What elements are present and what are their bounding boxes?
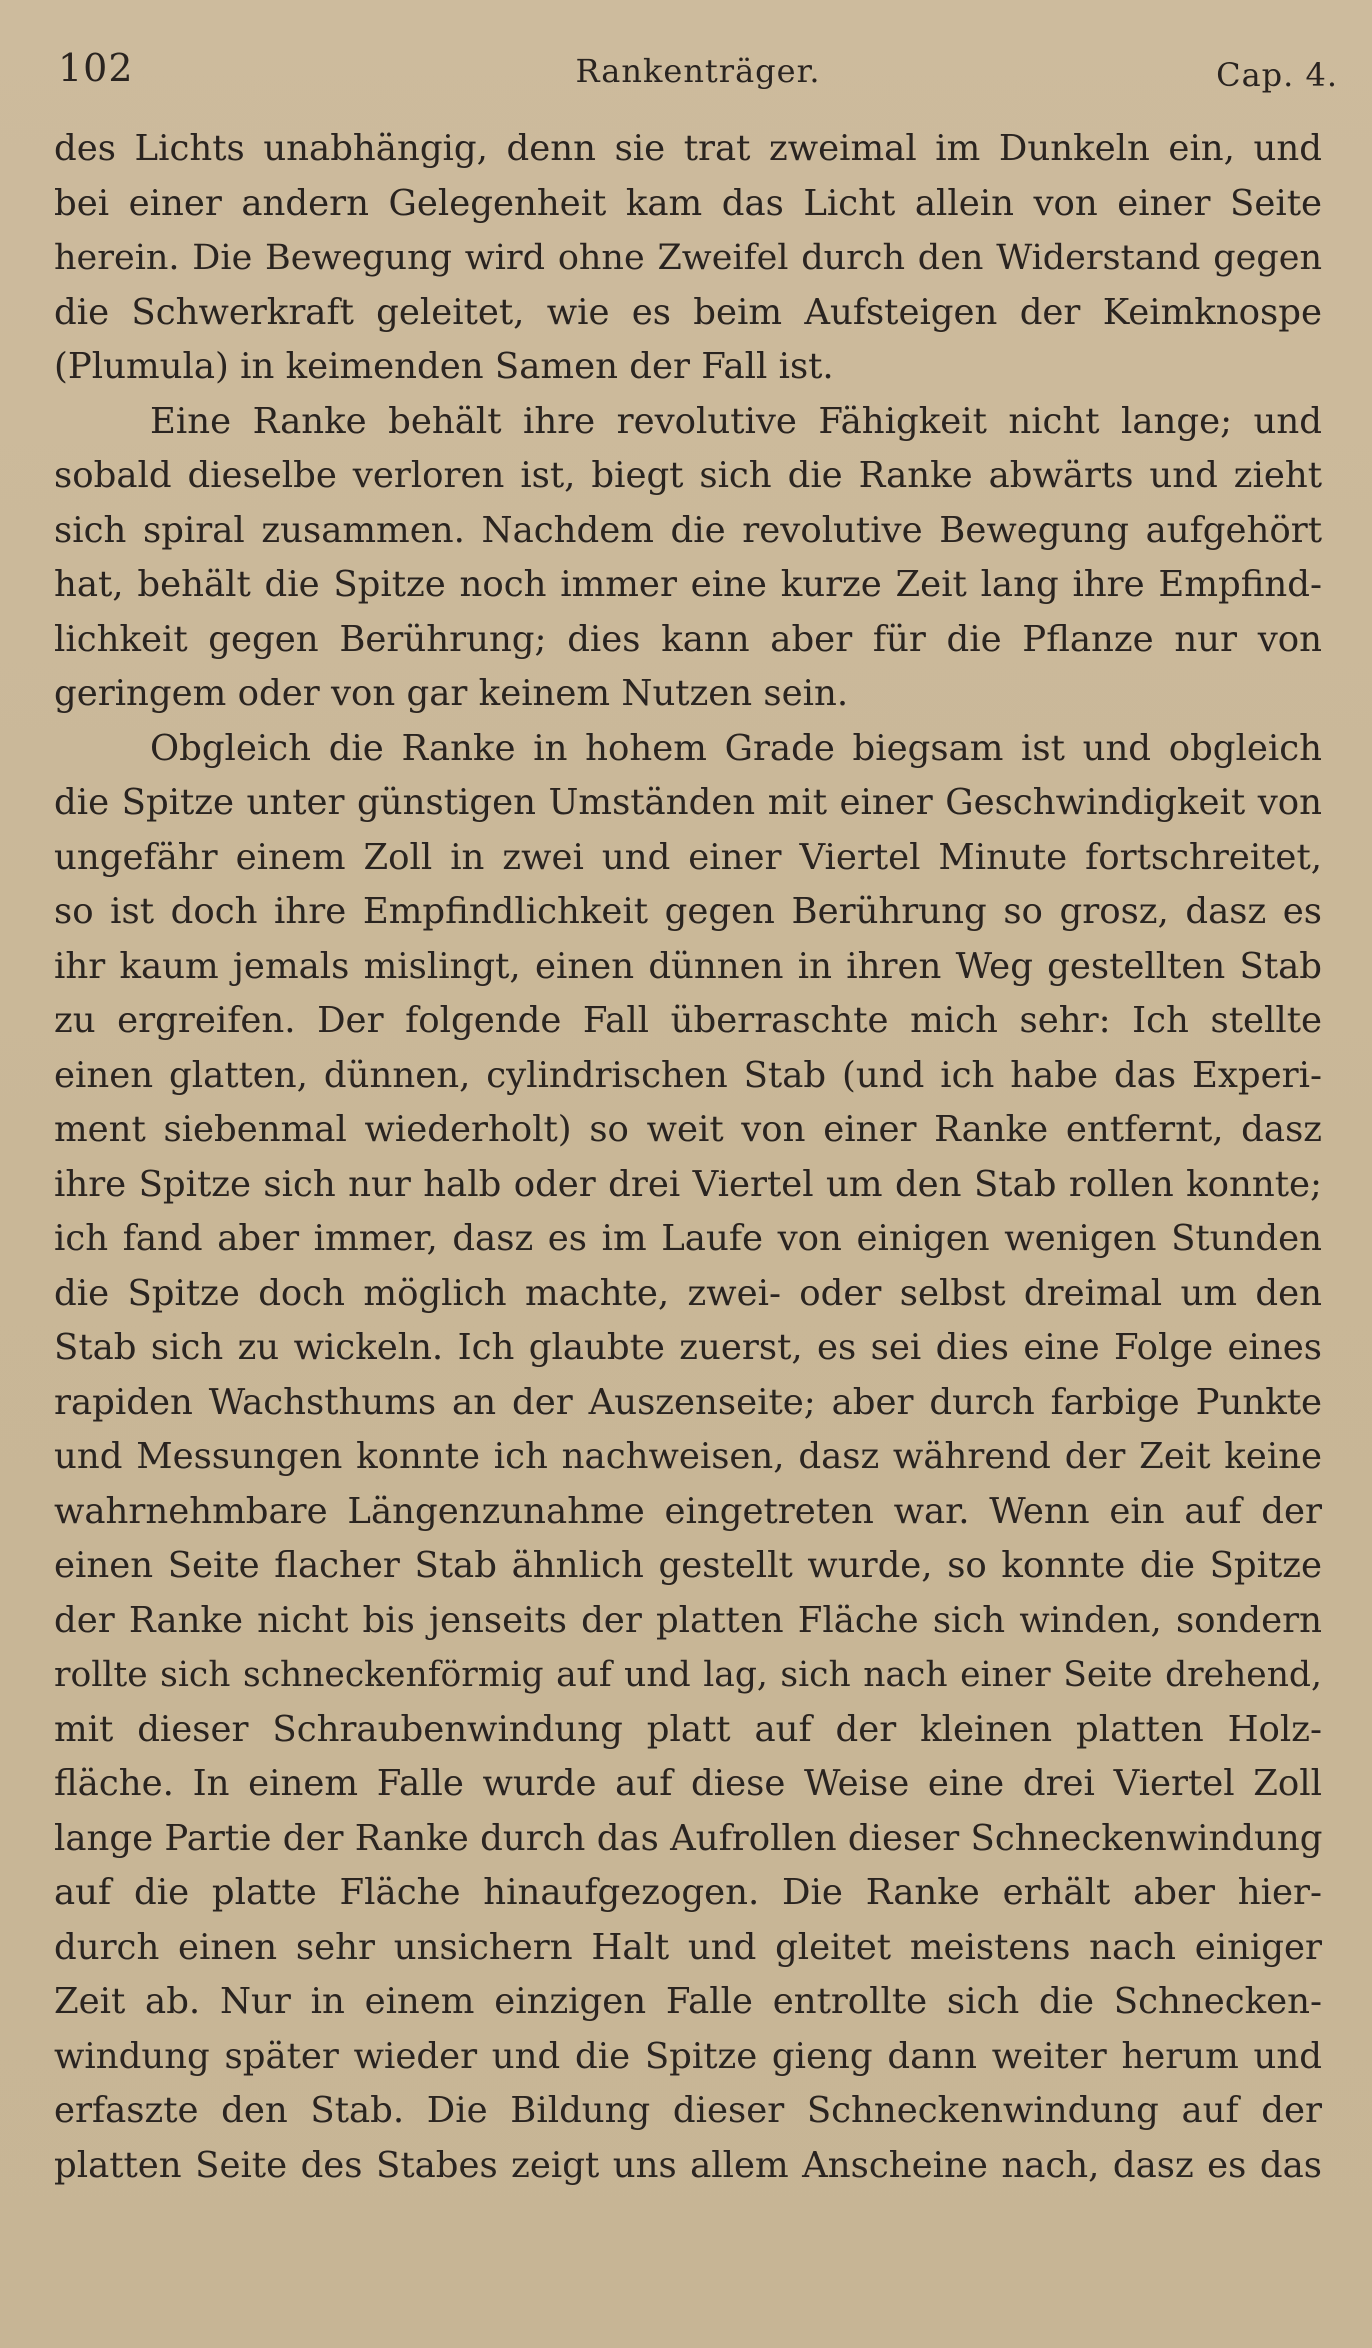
text-line: durch einen sehr unsichern Halt und gleitet meistens nach einiger — [54, 1926, 1322, 1968]
text-line: die Schwerkraft geleitet, wie es beim Aufsteigen der Keimknospe — [54, 291, 1322, 333]
text-line: platten Seite des Stabes zeigt uns allem Anscheine nach, dasz es das — [54, 2144, 1322, 2186]
text-line: rapiden Wachsthums an der Auszenseite; aber durch farbige Punkte — [54, 1381, 1322, 1423]
text-line: ihre Spitze sich nur halb oder drei Viertel um den Stab rollen konnte; — [54, 1163, 1322, 1205]
text-line: die Spitze doch möglich machte, zwei- oder selbst dreimal um den — [54, 1272, 1322, 1314]
chapter-label: Cap. 4. — [1216, 56, 1338, 94]
text-line: der Ranke nicht bis jenseits der platten Fläche sich winden, sondern — [54, 1599, 1322, 1641]
page-header — [58, 46, 1338, 106]
text-line: Obgleich die Ranke in hohem Grade biegsam ist und obgleich — [150, 727, 1322, 769]
text-line: sobald dieselbe verloren ist, biegt sich die Ranke abwärts und zieht — [54, 455, 1322, 496]
text-line: ungefähr einem Zoll in zwei und einer Viertel Minute fortschreitet, — [54, 836, 1322, 878]
text-line: Zeit ab. Nur in einem einzigen Falle entrollte sich die Schnecken- — [54, 1981, 1322, 2022]
text-line: erfaszte den Stab. Die Bildung dieser Schneckenwindung auf der — [54, 2090, 1322, 2131]
text-line: zu ergreifen. Der folgende Fall überraschte mich sehr: Ich stellte — [54, 1000, 1322, 1041]
body-text — [54, 122, 1322, 2193]
text-line: so ist doch ihre Empfindlichkeit gegen Berührung so grosz, dasz es — [54, 891, 1322, 932]
text-line: und Messungen konnte ich nachweisen, dasz während der Zeit keine — [54, 1436, 1322, 1477]
text-line: geringem oder von gar keinem Nutzen sein. — [54, 673, 849, 714]
text-line: fläche. In einem Falle wurde auf diese Weise eine drei Viertel Zoll — [54, 1763, 1322, 1804]
text-line: rollte sich schneckenförmig auf und lag, sich nach einer Seite drehend, — [54, 1655, 1322, 1695]
text-line: hat, behält die Spitze noch immer eine kurze Zeit lang ihre Empfind- — [54, 564, 1322, 605]
text-line: auf die platte Fläche hinaufgezogen. Die Ranke erhält aber hier- — [54, 1872, 1322, 1913]
text-line: lange Partie der Ranke durch das Aufrollen dieser Schneckenwindung — [54, 1817, 1322, 1859]
running-title: Rankenträger. — [575, 52, 821, 90]
text-line: windung später wieder und die Spitze gieng dann weiter herum und — [54, 2035, 1322, 2077]
text-line: (Plumula) in keimenden Samen der Fall ist. — [54, 346, 834, 387]
text-line: des Lichts unabhängig, denn sie trat zweimal im Dunkeln ein, und — [54, 128, 1322, 169]
text-line: Eine Ranke behält ihre revolutive Fähigkeit nicht lange; und — [150, 400, 1322, 442]
text-line: ich fand aber immer, dasz es im Laufe von einigen wenigen Stunden — [54, 1218, 1322, 1259]
text-line: ment siebenmal wiederholt) so weit von einer Ranke entfernt, dasz — [54, 1109, 1322, 1150]
page-number: 102 — [58, 46, 134, 90]
text-line: wahrnehmbare Längenzunahme eingetreten war. Wenn ein auf der — [54, 1490, 1322, 1532]
text-line: ihr kaum jemals mislingt, einen dünnen in ihren Weg gestellten Stab — [54, 945, 1322, 987]
text-line: bei einer andern Gelegenheit kam das Licht allein von einer Seite — [54, 182, 1322, 224]
text-line: die Spitze unter günstigen Umständen mit einer Geschwindigkeit von — [54, 782, 1322, 823]
text-line: herein. Die Bewegung wird ohne Zweifel durch den Widerstand gegen — [54, 238, 1322, 278]
text-line: einen Seite flacher Stab ähnlich gestellt wurde, so konnte die Spitze — [54, 1545, 1322, 1586]
text-line: mit dieser Schraubenwindung platt auf der kleinen platten Holz- — [54, 1708, 1322, 1750]
text-line: Stab sich zu wickeln. Ich glaubte zuerst, es sei dies eine Folge eines — [54, 1327, 1322, 1368]
text-line: lichkeit gegen Berührung; dies kann aber für die Pflanze nur von — [54, 618, 1322, 660]
text-line: einen glatten, dünnen, cylindrischen Stab (und ich habe das Experi- — [54, 1054, 1322, 1096]
text-line: sich spiral zusammen. Nachdem die revolutive Bewegung aufgehört — [54, 509, 1322, 551]
